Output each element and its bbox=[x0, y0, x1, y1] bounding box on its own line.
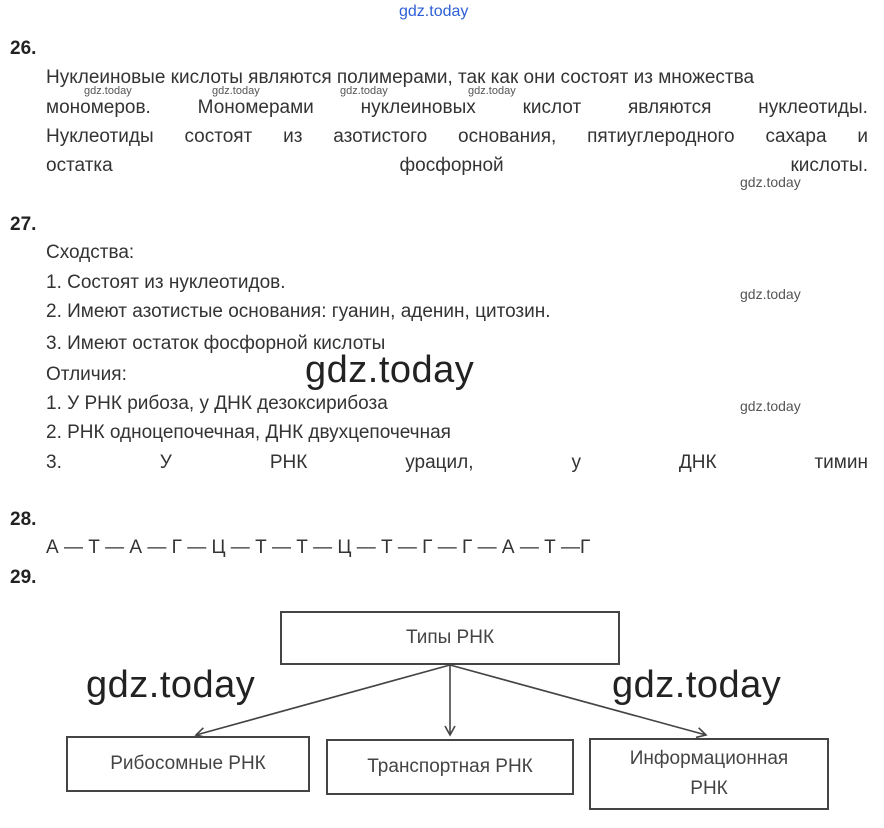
word: нуклеиновых bbox=[360, 97, 476, 118]
diagram-child-box bbox=[326, 739, 574, 795]
diagram-child-box bbox=[66, 736, 310, 792]
word: кислоты. bbox=[790, 155, 868, 176]
word: и bbox=[857, 126, 868, 147]
diagram-root-box bbox=[280, 611, 620, 665]
word: состоят bbox=[184, 126, 253, 147]
question-number-29: 29. bbox=[10, 567, 37, 588]
word: кислот bbox=[522, 97, 582, 118]
similarity-item: 1. Состоят из нуклеотидов. bbox=[46, 272, 286, 293]
word: из bbox=[283, 126, 303, 147]
word: у bbox=[571, 452, 581, 473]
diagram-child-label: Транспортная РНК bbox=[367, 756, 533, 777]
watermark-tiny: gdz.today bbox=[212, 85, 260, 97]
watermark-top: gdz.today bbox=[399, 3, 469, 20]
word: Мономерами bbox=[197, 97, 314, 118]
similarity-item: 2. Имеют азотистые основания: гуанин, аденин, цитозин. bbox=[46, 301, 551, 322]
watermark-big: gdz.today bbox=[86, 664, 256, 706]
similarities-heading: Сходства: bbox=[46, 242, 135, 263]
watermark-small: gdz.today bbox=[740, 286, 801, 302]
difference-item: 1. У РНК рибоза, у ДНК дезоксирибоза bbox=[46, 393, 388, 414]
word: Нуклеотиды bbox=[46, 126, 154, 147]
word: основания, bbox=[458, 126, 557, 147]
q26-line-1: Нуклеиновые кислоты являются полимерами, так как они состоят из множества bbox=[46, 67, 755, 88]
word: являются bbox=[628, 97, 712, 118]
question-number-26: 26. bbox=[10, 38, 37, 59]
question-number-28: 28. bbox=[10, 509, 37, 530]
word: мономеров. bbox=[46, 97, 151, 118]
diagram-root-label: Типы РНК bbox=[405, 627, 495, 648]
word: тимин bbox=[814, 452, 868, 473]
word: 3. bbox=[46, 452, 62, 473]
watermark-big: gdz.today bbox=[612, 664, 782, 706]
word: остатка bbox=[46, 155, 113, 176]
diagram-child-label: Информационная РНК bbox=[629, 748, 789, 799]
watermark-tiny: gdz.today bbox=[340, 85, 388, 97]
watermark-small: gdz.today bbox=[740, 398, 801, 414]
difference-item: 2. РНК одноцепочечная, ДНК двухцепочечная bbox=[46, 422, 451, 443]
differences-heading: Отличия: bbox=[46, 364, 127, 385]
similarity-item: 3. Имеют остаток фосфорной кислоты bbox=[46, 333, 386, 354]
word: РНК bbox=[269, 452, 308, 473]
word: фосфорной bbox=[399, 155, 504, 176]
word: пятиуглеродного bbox=[587, 126, 735, 147]
diagram-child-label: Рибосомные РНК bbox=[110, 753, 266, 774]
watermark-tiny: gdz.today bbox=[84, 85, 132, 97]
word: У bbox=[159, 452, 172, 473]
nucleotide-sequence: А — Т — А — Г — Ц — Т — Т — Ц — Т — Г — Г — А — Т —Г bbox=[46, 537, 591, 558]
word: азотистого bbox=[333, 126, 428, 147]
diagram-child-box bbox=[589, 738, 829, 810]
word: урацил, bbox=[405, 452, 474, 473]
word: нуклеотиды. bbox=[758, 97, 868, 118]
question-number-27: 27. bbox=[10, 214, 37, 235]
watermark-tiny: gdz.today bbox=[468, 85, 516, 97]
word: ДНК bbox=[678, 452, 717, 473]
watermark-big: gdz.today bbox=[305, 349, 475, 391]
word: сахара bbox=[765, 126, 827, 147]
watermark-small: gdz.today bbox=[740, 174, 801, 190]
